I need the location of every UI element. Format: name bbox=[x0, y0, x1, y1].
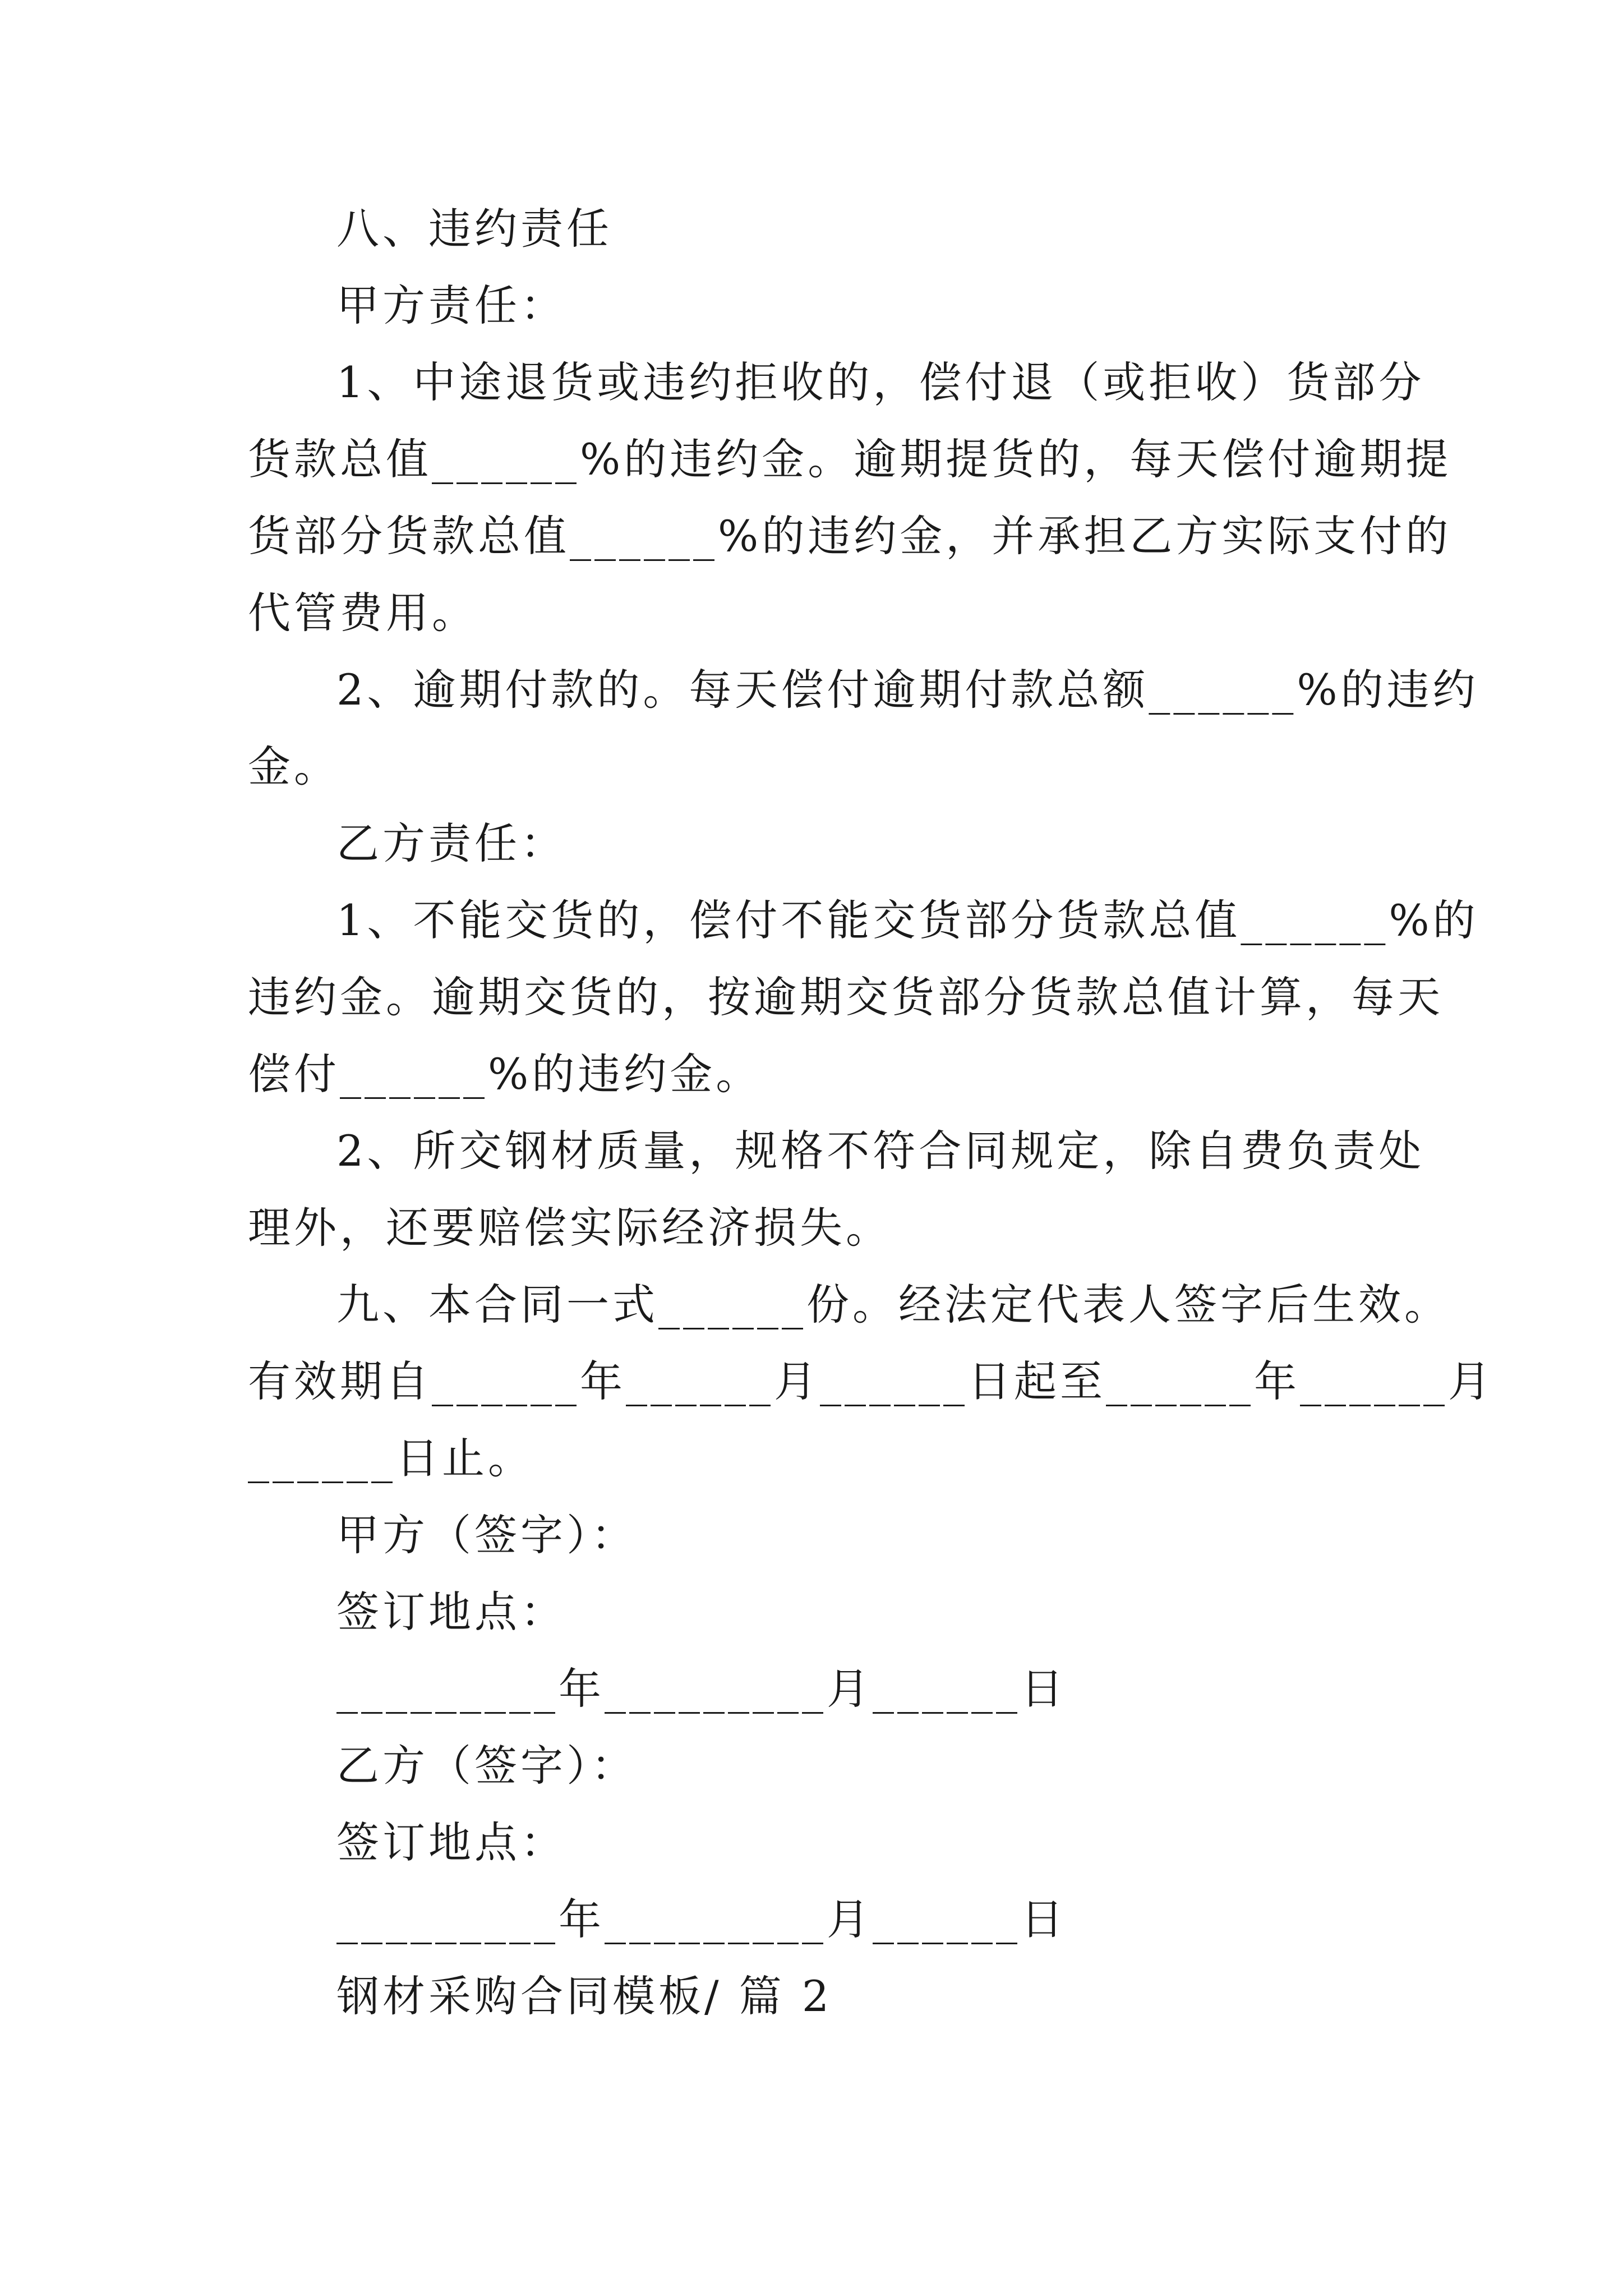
section-heading-breach-liability: 八、违约责任 bbox=[336, 204, 612, 254]
signing-place-label: 签订地点： bbox=[336, 1587, 566, 1637]
paragraph-line: 货款总值______%的违约金。逾期提货的，每天偿付逾期提 bbox=[248, 434, 1452, 484]
paragraph-line: 偿付______%的违约金。 bbox=[248, 1049, 762, 1099]
paragraph-line: 1、不能交货的，偿付不能交货部分货款总值______%的 bbox=[336, 895, 1479, 945]
next-template-title: 钢材采购合同模板/ 篇 2 bbox=[336, 1971, 833, 2021]
validity-period-line: 有效期自______年______月______日起至______年______月 bbox=[248, 1356, 1494, 1406]
paragraph-line: 2、所交钢材质量，规格不符合同规定，除自费负责处 bbox=[336, 1126, 1425, 1176]
paragraph-line: 2、逾期付款的。每天偿付逾期付款总额______%的违约 bbox=[336, 665, 1479, 715]
date-line: _________年_________月______日 bbox=[336, 1664, 1067, 1714]
party-b-signature-label: 乙方（签字）： bbox=[336, 1741, 637, 1791]
party-a-signature-label: 甲方（签字）： bbox=[336, 1510, 637, 1560]
paragraph-line: 理外，还要赔偿实际经济损失。 bbox=[248, 1203, 892, 1253]
party-a-liability-heading: 甲方责任： bbox=[336, 280, 566, 330]
signing-place-label: 签订地点： bbox=[336, 1818, 566, 1867]
paragraph-line: 货部分货款总值______%的违约金，并承担乙方实际支付的 bbox=[248, 511, 1452, 561]
paragraph-line: 代管费用。 bbox=[248, 588, 478, 638]
paragraph-line: 1、中途退货或违约拒收的，偿付退（或拒收）货部分 bbox=[336, 357, 1425, 407]
date-line: _________年_________月______日 bbox=[336, 1894, 1067, 1944]
section-nine-line: 九、本合同一式______份。经法定代表人签字后生效。 bbox=[336, 1280, 1450, 1329]
validity-period-line: ______日止。 bbox=[248, 1433, 534, 1483]
paragraph-line: 违约金。逾期交货的，按逾期交货部分货款总值计算，每天 bbox=[248, 972, 1444, 1022]
party-b-liability-heading: 乙方责任： bbox=[336, 818, 566, 868]
paragraph-line: 金。 bbox=[248, 742, 340, 792]
